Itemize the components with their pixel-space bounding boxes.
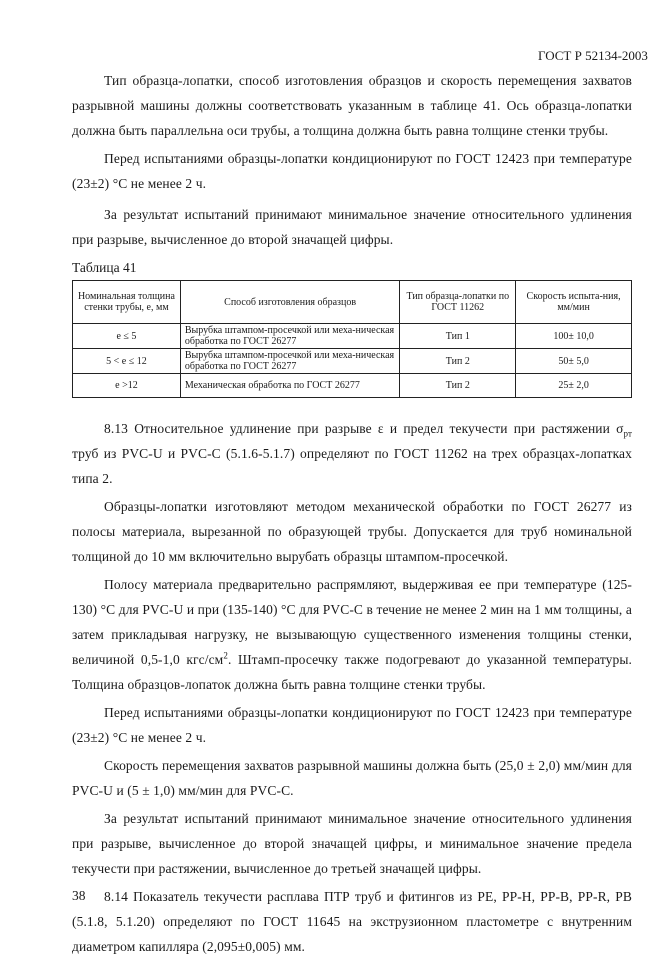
section-8-13-paragraph-3 bbox=[72, 572, 632, 697]
intro-paragraph-3: За результат испытаний принимают минимальное значение относительного удлинения при разрыве, вычисленное до второй значащей цифры. bbox=[72, 207, 632, 247]
section-8-13-p1-text-cont: труб из PVC-U и PVC-C (5.1.6-5.1.7) определяют по ГОСТ 11262 на трех образцах-лопатках типа 2. bbox=[72, 446, 632, 486]
header-type: Тип образца-лопатки по ГОСТ 11262 bbox=[400, 281, 516, 324]
cell-speed: 100± 10,0 bbox=[516, 324, 632, 349]
header-thickness: Номинальная толщина стенки трубы, е, мм bbox=[73, 281, 181, 324]
table-41 bbox=[72, 280, 632, 398]
cell-type: Тип 2 bbox=[400, 374, 516, 398]
intro-paragraph-1: Тип образца-лопатки, способ изготовления образцов и скорость перемещения захватов разрывной машины должны соответствовать указанным в таблице 41. Ось образца-лопатки должна быть параллельна оси трубы, а толщина должна быть равна толщине стенки трубы. bbox=[72, 73, 632, 138]
table-row bbox=[73, 349, 632, 374]
cell-speed: 50± 5,0 bbox=[516, 349, 632, 374]
section-8-13-paragraph-2: Образцы-лопатки изготовляют методом механической обработки по ГОСТ 26277 из полосы материала, вырезанной по образующей трубы. Допускается для труб номинальной толщиной до 10 мм включительно вырубать образцы штампом-просечкой. bbox=[72, 499, 632, 564]
cell-method: Вырубка штампом-просечкой или меха-ническая обработка по ГОСТ 26277 bbox=[180, 324, 400, 349]
section-8-13-p3-text: Полосу материала предварительно распрямляют, выдерживая ее при температуре (125-130) °С для PVC-U и при (135-140) °С для PVC-C в течение не менее 2 мин на 1 мм толщины, а затем прикладывая нагрузку, не вызывающую существенного изменения толщины стенки, величиной 0,5-1,0 кгс/см bbox=[72, 577, 632, 667]
cell-type: Тип 1 bbox=[400, 324, 516, 349]
table-row bbox=[73, 374, 632, 398]
header-method: Способ изготовления образцов bbox=[180, 281, 400, 324]
document-header: ГОСТ Р 52134-2003 bbox=[538, 48, 648, 63]
sigma-subscript: рт bbox=[623, 428, 632, 439]
section-8-13-paragraph-1 bbox=[72, 416, 632, 491]
section-8-13-paragraph-5: Скорость перемещения захватов разрывной машины должна быть (25,0 ± 2,0) мм/мин для PVC-U и (5 ± 1,0) мм/мин для PVC-C. bbox=[72, 758, 632, 798]
cell-thickness: e ≤ 5 bbox=[73, 324, 181, 349]
cell-thickness: 5 < e ≤ 12 bbox=[73, 349, 181, 374]
unit-superscript: 2 bbox=[223, 650, 228, 661]
page-body bbox=[72, 68, 632, 959]
section-8-13-paragraph-4: Перед испытаниями образцы-лопатки кондиционируют по ГОСТ 12423 при температуре (23±2) °С не менее 2 ч. bbox=[72, 705, 632, 745]
section-8-13-paragraph-6: За результат испытаний принимают минимальное значение относительного удлинения при разрыве, вычисленное до второй значащей цифры, и минимальное значение предела текучести при растяжении, вычисленное до третьей значащей цифры. bbox=[72, 811, 632, 876]
intro-paragraph-2: Перед испытаниями образцы-лопатки кондиционируют по ГОСТ 12423 при температуре (23±2) °С не менее 2 ч. bbox=[72, 151, 632, 191]
table-caption: Таблица 41 bbox=[72, 260, 137, 275]
cell-speed: 25± 2,0 bbox=[516, 374, 632, 398]
cell-method: Механическая обработка по ГОСТ 26277 bbox=[180, 374, 400, 398]
section-8-14-paragraph-1: 8.14 Показатель текучести расплава ПТР труб и фитингов из PE, PP-H, PP-B, PP-R, PB (5.1.8, 5.1.20) определяют по ГОСТ 11645 на экструзионном пластометре с внутренним диаметром капилляра (2,095±0,005) мм. bbox=[72, 889, 632, 954]
section-8-13-p1-text: 8.13 Относительное удлинение при разрыве ε и предел текучести при растяжении σ bbox=[104, 421, 624, 436]
cell-method: Вырубка штампом-просечкой или меха-ническая обработка по ГОСТ 26277 bbox=[180, 349, 400, 374]
cell-type: Тип 2 bbox=[400, 349, 516, 374]
section-8-13-p3-text-cont: . Штамп-просечку также подогревают до указанной температуры. Толщина образцов-лопаток должна быть равна толщине стенки трубы. bbox=[72, 652, 632, 692]
cell-thickness: e >12 bbox=[73, 374, 181, 398]
table-header-row bbox=[73, 281, 632, 324]
page-number: 38 bbox=[72, 888, 86, 903]
header-speed: Скорость испыта-ния, мм/мин bbox=[516, 281, 632, 324]
table-row bbox=[73, 324, 632, 349]
